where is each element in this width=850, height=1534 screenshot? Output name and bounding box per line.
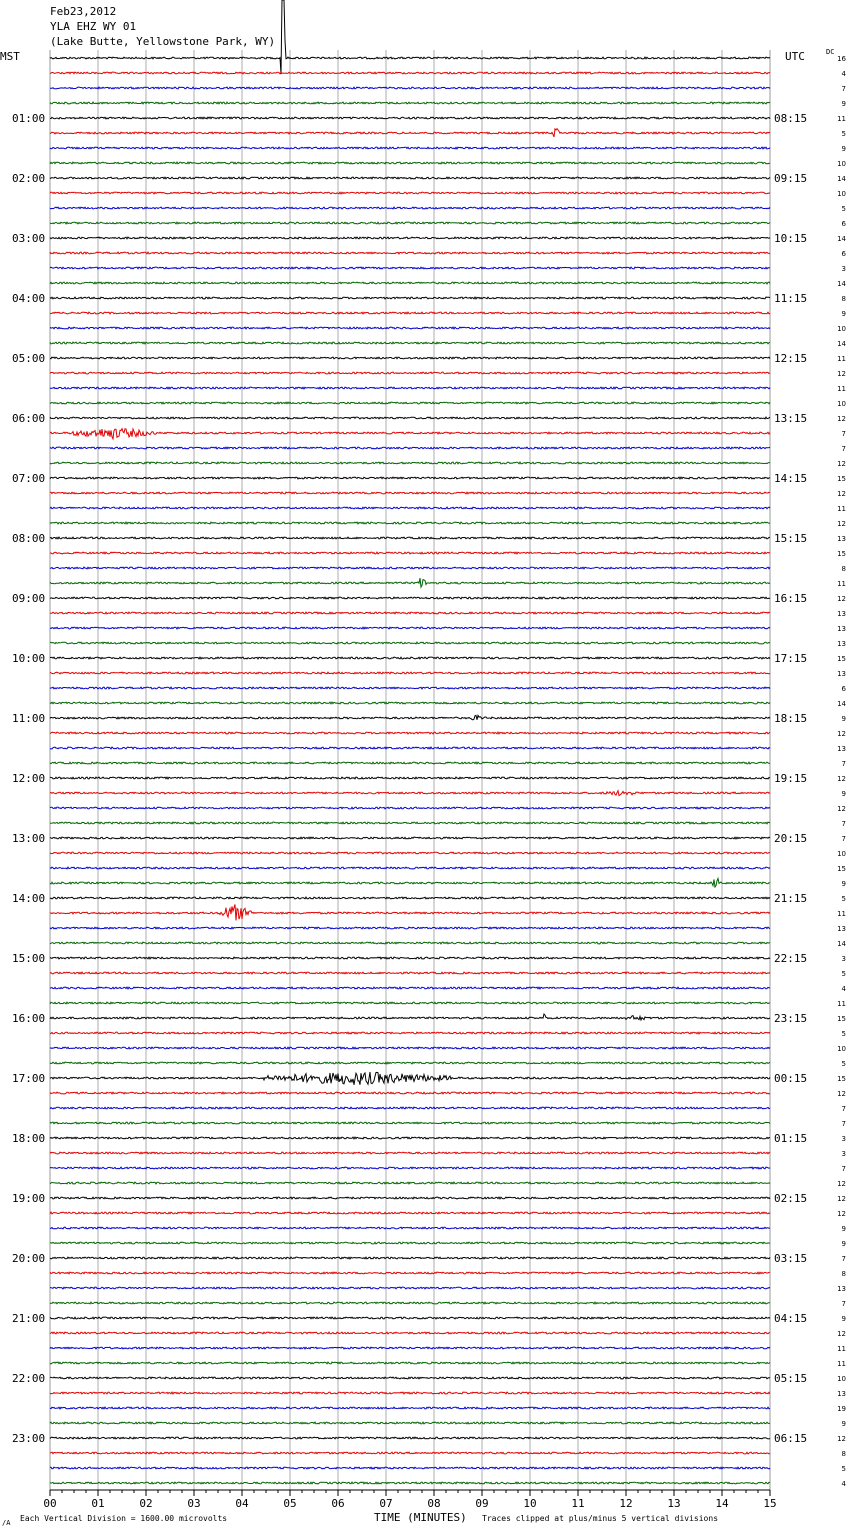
trace-row-61: [50, 972, 770, 974]
mst-label-20: 21:00: [12, 1312, 46, 1325]
mst-label-21: 22:00: [12, 1372, 46, 1385]
dc-offset-71: 7: [841, 1120, 846, 1128]
trace-row-95: [50, 1482, 770, 1484]
trace-row-14: [50, 267, 770, 269]
dc-offset-93: 8: [841, 1450, 846, 1458]
dc-label: DC: [826, 48, 835, 56]
trace-row-75: [50, 1182, 770, 1184]
trace-row-44: [50, 715, 770, 719]
mst-label-15: 16:00: [12, 1012, 46, 1025]
utc-label-22: 06:15: [774, 1432, 808, 1445]
x-tick-label-11: 11: [571, 1497, 585, 1510]
x-axis-title: TIME (MINUTES): [374, 1511, 467, 1524]
trace-row-21: [50, 372, 770, 374]
dc-offset-51: 7: [841, 820, 846, 828]
trace-row-64: [50, 1014, 770, 1020]
trace-row-93: [50, 1452, 770, 1454]
x-tick-label-0: 00: [43, 1497, 57, 1510]
mst-label-5: 06:00: [12, 412, 46, 425]
trace-row-16: [50, 297, 770, 299]
trace-row-72: [50, 1137, 770, 1139]
trace-row-92: [50, 1437, 770, 1439]
trace-row-28: [50, 477, 770, 479]
mst-label-4: 05:00: [12, 352, 46, 365]
trace-row-47: [50, 762, 770, 764]
trace-row-90: [50, 1407, 770, 1409]
trace-row-34: [50, 567, 770, 569]
trace-row-37: [50, 612, 770, 614]
dc-offset-76: 12: [837, 1195, 846, 1203]
trace-row-73: [50, 1152, 770, 1154]
trace-row-0: [50, 0, 770, 74]
dc-offset-50: 12: [837, 805, 846, 813]
dc-offset-73: 3: [841, 1150, 846, 1158]
trace-row-5: [50, 129, 770, 137]
x-tick-label-13: 13: [667, 1497, 681, 1510]
trace-row-29: [50, 492, 770, 494]
utc-label-3: 11:15: [774, 292, 808, 305]
dc-offset-27: 12: [837, 460, 846, 468]
dc-offset-67: 5: [841, 1060, 846, 1068]
dc-offset-17: 9: [841, 310, 846, 318]
utc-label-8: 16:15: [774, 592, 808, 605]
trace-row-57: [50, 904, 770, 920]
trace-row-6: [50, 147, 770, 149]
dc-offset-86: 11: [837, 1345, 846, 1353]
trace-row-24: [50, 417, 770, 419]
x-tick-label-10: 10: [523, 1497, 537, 1510]
dc-offset-82: 13: [837, 1285, 846, 1293]
dc-offset-81: 8: [841, 1270, 846, 1278]
dc-offset-43: 14: [837, 700, 846, 708]
utc-label-13: 21:15: [774, 892, 808, 905]
trace-row-20: [50, 357, 770, 359]
dc-offset-35: 11: [837, 580, 846, 588]
trace-row-66: [50, 1047, 770, 1049]
trace-row-11: [50, 222, 770, 224]
dc-offset-11: 6: [841, 220, 846, 228]
dc-offset-49: 9: [841, 790, 846, 798]
header-station: YLA EHZ WY 01: [50, 20, 137, 33]
mst-label-12: 13:00: [12, 832, 46, 845]
right-axis-label: UTC: [785, 50, 805, 63]
trace-row-50: [50, 807, 770, 809]
mst-label-0: 01:00: [12, 112, 46, 125]
trace-row-94: [50, 1467, 770, 1469]
trace-row-42: [50, 687, 770, 689]
dc-offset-79: 9: [841, 1240, 846, 1248]
dc-offset-68: 15: [837, 1075, 846, 1083]
trace-row-86: [50, 1347, 770, 1349]
dc-offset-59: 14: [837, 940, 846, 948]
trace-row-31: [50, 522, 770, 524]
trace-row-89: [50, 1392, 770, 1394]
trace-row-62: [50, 987, 770, 989]
trace-row-82: [50, 1287, 770, 1289]
dc-offset-7: 10: [837, 160, 846, 168]
utc-label-7: 15:15: [774, 532, 808, 545]
dc-offset-0: 16: [837, 55, 846, 63]
dc-offset-90: 19: [837, 1405, 846, 1413]
dc-offset-57: 11: [837, 910, 846, 918]
dc-offset-48: 12: [837, 775, 846, 783]
trace-row-10: [50, 207, 770, 209]
dc-offset-85: 12: [837, 1330, 846, 1338]
trace-row-63: [50, 1002, 770, 1004]
trace-row-60: [50, 957, 770, 959]
mst-label-17: 18:00: [12, 1132, 46, 1145]
dc-offset-46: 13: [837, 745, 846, 753]
dc-offset-88: 10: [837, 1375, 846, 1383]
trace-row-13: [50, 252, 770, 254]
dc-offset-10: 5: [841, 205, 846, 213]
dc-offset-34: 8: [841, 565, 846, 573]
mst-label-8: 09:00: [12, 592, 46, 605]
trace-row-48: [50, 777, 770, 779]
dc-offset-21: 12: [837, 370, 846, 378]
trace-row-49: [50, 791, 770, 796]
trace-row-8: [50, 177, 770, 179]
trace-row-26: [50, 447, 770, 449]
utc-label-15: 23:15: [774, 1012, 808, 1025]
utc-label-21: 05:15: [774, 1372, 808, 1385]
trace-row-32: [50, 537, 770, 539]
utc-label-12: 20:15: [774, 832, 808, 845]
trace-row-88: [50, 1377, 770, 1379]
x-tick-label-1: 01: [91, 1497, 105, 1510]
dc-offset-28: 15: [837, 475, 846, 483]
trace-row-54: [50, 867, 770, 869]
dc-offset-23: 10: [837, 400, 846, 408]
dc-offset-95: 4: [841, 1480, 846, 1488]
trace-row-85: [50, 1332, 770, 1334]
dc-offset-25: 7: [841, 430, 846, 438]
x-tick-label-5: 05: [283, 1497, 297, 1510]
trace-row-56: [50, 897, 770, 899]
x-tick-label-9: 09: [475, 1497, 489, 1510]
trace-row-45: [50, 732, 770, 734]
mst-label-6: 07:00: [12, 472, 46, 485]
dc-offset-37: 13: [837, 610, 846, 618]
trace-row-12: [50, 237, 770, 239]
dc-offset-91: 9: [841, 1420, 846, 1428]
dc-offset-69: 12: [837, 1090, 846, 1098]
trace-row-22: [50, 387, 770, 389]
utc-label-17: 01:15: [774, 1132, 808, 1145]
mst-label-14: 15:00: [12, 952, 46, 965]
time-axis: [43, 1490, 776, 1510]
utc-label-20: 04:15: [774, 1312, 808, 1325]
mst-label-16: 17:00: [12, 1072, 46, 1085]
trace-row-46: [50, 747, 770, 749]
dc-offset-60: 3: [841, 955, 846, 963]
x-tick-label-8: 08: [427, 1497, 441, 1510]
mst-label-1: 02:00: [12, 172, 46, 185]
trace-row-35: [50, 578, 770, 587]
header-date: Feb23,2012: [50, 5, 117, 18]
dc-offset-80: 7: [841, 1255, 846, 1263]
trace-row-69: [50, 1092, 770, 1094]
x-tick-label-4: 04: [235, 1497, 249, 1510]
trace-row-40: [50, 657, 770, 659]
trace-row-59: [50, 942, 770, 944]
trace-row-1: [50, 72, 770, 74]
dc-offset-1: 4: [841, 70, 846, 78]
trace-row-78: [50, 1227, 770, 1229]
dc-offset-61: 5: [841, 970, 846, 978]
dc-offset-32: 13: [837, 535, 846, 543]
mst-label-9: 10:00: [12, 652, 46, 665]
mst-label-2: 03:00: [12, 232, 46, 245]
trace-row-58: [50, 927, 770, 929]
dc-offset-16: 8: [841, 295, 846, 303]
trace-row-9: [50, 192, 770, 194]
left-axis-label: MST: [0, 50, 20, 63]
dc-offset-75: 12: [837, 1180, 846, 1188]
corner-mark: /A: [2, 1519, 11, 1527]
dc-offset-62: 4: [841, 985, 846, 993]
trace-row-76: [50, 1197, 770, 1199]
trace-row-52: [50, 837, 770, 839]
dc-offset-40: 15: [837, 655, 846, 663]
dc-offset-77: 12: [837, 1210, 846, 1218]
dc-offset-92: 12: [837, 1435, 846, 1443]
utc-label-16: 00:15: [774, 1072, 808, 1085]
trace-row-53: [50, 852, 770, 854]
mst-label-7: 08:00: [12, 532, 46, 545]
mst-label-22: 23:00: [12, 1432, 46, 1445]
utc-label-14: 22:15: [774, 952, 808, 965]
mst-label-19: 20:00: [12, 1252, 46, 1265]
utc-label-1: 09:15: [774, 172, 808, 185]
mst-label-3: 04:00: [12, 292, 46, 305]
dc-offset-9: 10: [837, 190, 846, 198]
dc-offset-52: 7: [841, 835, 846, 843]
trace-row-30: [50, 507, 770, 509]
trace-row-80: [50, 1257, 770, 1259]
dc-offset-63: 11: [837, 1000, 846, 1008]
dc-offset-22: 11: [837, 385, 846, 393]
trace-row-77: [50, 1212, 770, 1214]
x-tick-label-14: 14: [715, 1497, 729, 1510]
dc-offset-29: 12: [837, 490, 846, 498]
x-tick-label-3: 03: [187, 1497, 201, 1510]
dc-offset-14: 3: [841, 265, 846, 273]
dc-offset-41: 13: [837, 670, 846, 678]
dc-offset-6: 9: [841, 145, 846, 153]
trace-row-91: [50, 1422, 770, 1424]
dc-offset-31: 12: [837, 520, 846, 528]
dc-offset-44: 9: [841, 715, 846, 723]
dc-offset-45: 12: [837, 730, 846, 738]
trace-row-79: [50, 1242, 770, 1244]
trace-row-39: [50, 642, 770, 644]
dc-offset-36: 12: [837, 595, 846, 603]
trace-row-3: [50, 102, 770, 104]
trace-row-83: [50, 1302, 770, 1304]
dc-offset-18: 10: [837, 325, 846, 333]
mst-label-11: 12:00: [12, 772, 46, 785]
dc-offset-30: 11: [837, 505, 846, 513]
dc-offset-5: 5: [841, 130, 846, 138]
dc-offset-84: 9: [841, 1315, 846, 1323]
dc-offset-19: 14: [837, 340, 846, 348]
utc-label-2: 10:15: [774, 232, 808, 245]
trace-row-27: [50, 462, 770, 464]
trace-row-84: [50, 1317, 770, 1319]
dc-offset-33: 15: [837, 550, 846, 558]
dc-offset-74: 7: [841, 1165, 846, 1173]
trace-row-43: [50, 702, 770, 704]
dc-offset-56: 5: [841, 895, 846, 903]
dc-offset-47: 7: [841, 760, 846, 768]
dc-offset-53: 10: [837, 850, 846, 858]
dc-offset-58: 13: [837, 925, 846, 933]
trace-row-41: [50, 672, 770, 674]
trace-row-74: [50, 1167, 770, 1169]
trace-row-87: [50, 1362, 770, 1364]
dc-offset-54: 15: [837, 865, 846, 873]
clip-note: Traces clipped at plus/minus 5 vertical divisions: [482, 1514, 719, 1523]
trace-row-19: [50, 342, 770, 344]
dc-offset-94: 5: [841, 1465, 846, 1473]
dc-offset-42: 6: [841, 685, 846, 693]
dc-offset-8: 14: [837, 175, 846, 183]
trace-row-18: [50, 327, 770, 329]
utc-label-0: 08:15: [774, 112, 808, 125]
trace-row-38: [50, 627, 770, 629]
x-tick-label-15: 15: [763, 1497, 777, 1510]
dc-offset-55: 9: [841, 880, 846, 888]
trace-group: [50, 0, 847, 1488]
dc-offset-64: 15: [837, 1015, 846, 1023]
trace-row-7: [50, 162, 770, 164]
utc-label-5: 13:15: [774, 412, 808, 425]
x-tick-label-12: 12: [619, 1497, 633, 1510]
utc-label-4: 12:15: [774, 352, 808, 365]
dc-offset-15: 14: [837, 280, 846, 288]
mst-label-18: 19:00: [12, 1192, 46, 1205]
dc-offset-38: 13: [837, 625, 846, 633]
dc-offset-2: 7: [841, 85, 846, 93]
trace-row-51: [50, 822, 770, 824]
trace-row-70: [50, 1107, 770, 1109]
trace-row-23: [50, 402, 770, 404]
x-tick-label-6: 06: [331, 1497, 345, 1510]
trace-row-67: [50, 1062, 770, 1064]
trace-row-36: [50, 597, 770, 599]
dc-offset-39: 13: [837, 640, 846, 648]
trace-row-25: [50, 429, 770, 439]
dc-offset-70: 7: [841, 1105, 846, 1113]
trace-row-4: [50, 117, 770, 119]
scale-note: Each Vertical Division = 1600.00 microvolts: [20, 1514, 228, 1523]
trace-row-65: [50, 1032, 770, 1034]
dc-offset-65: 5: [841, 1030, 846, 1038]
x-tick-label-7: 07: [379, 1497, 393, 1510]
mst-label-10: 11:00: [12, 712, 46, 725]
dc-offset-89: 13: [837, 1390, 846, 1398]
utc-label-19: 03:15: [774, 1252, 808, 1265]
trace-row-71: [50, 1122, 770, 1124]
dc-offset-4: 11: [837, 115, 846, 123]
dc-offset-24: 12: [837, 415, 846, 423]
trace-row-33: [50, 552, 770, 554]
trace-row-68: [50, 1072, 770, 1085]
utc-label-6: 14:15: [774, 472, 808, 485]
dc-offset-12: 14: [837, 235, 846, 243]
dc-offset-87: 11: [837, 1360, 846, 1368]
dc-offset-20: 11: [837, 355, 846, 363]
header-location: (Lake Butte, Yellowstone Park, WY): [50, 35, 276, 48]
trace-row-81: [50, 1272, 770, 1274]
utc-label-10: 18:15: [774, 712, 808, 725]
x-tick-label-2: 02: [139, 1497, 153, 1510]
dc-offset-72: 3: [841, 1135, 846, 1143]
dc-offset-26: 7: [841, 445, 846, 453]
trace-row-55: [50, 878, 770, 887]
utc-label-9: 17:15: [774, 652, 808, 665]
dc-offset-13: 6: [841, 250, 846, 258]
trace-row-17: [50, 312, 770, 314]
mst-label-13: 14:00: [12, 892, 46, 905]
trace-row-15: [50, 282, 770, 284]
dc-offset-66: 10: [837, 1045, 846, 1053]
dc-offset-78: 9: [841, 1225, 846, 1233]
dc-offset-83: 7: [841, 1300, 846, 1308]
trace-row-2: [50, 87, 770, 89]
utc-label-11: 19:15: [774, 772, 808, 785]
utc-label-18: 02:15: [774, 1192, 808, 1205]
dc-offset-3: 9: [841, 100, 846, 108]
